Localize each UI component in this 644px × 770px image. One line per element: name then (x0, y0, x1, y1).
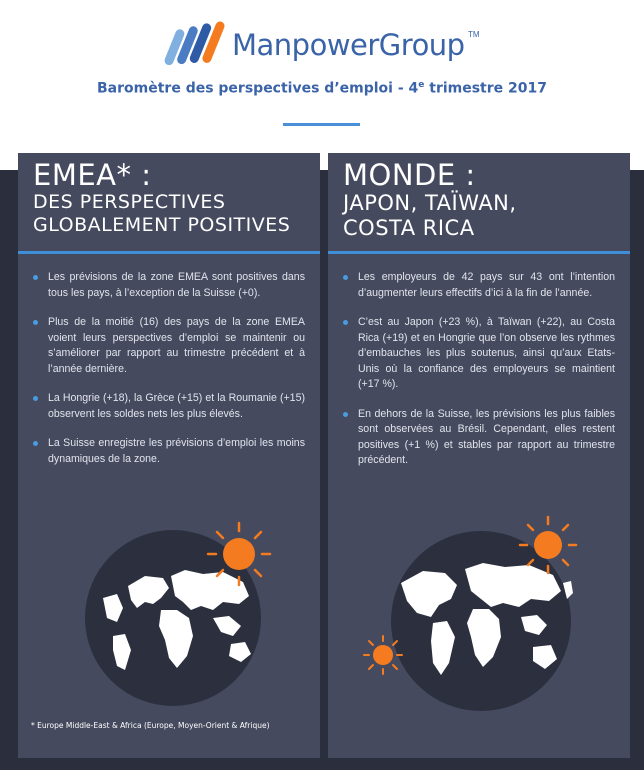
emea-footnote: * Europe Middle-East & Africa (Europe, Moyen-Orient & Afrique) (31, 721, 270, 730)
list-item: Plus de la moitié (16) des pays de la zone EMEA voient leurs perspectives d’emploi se maintenir ou s’améliorer par rapport au trimestre précédent et à l’année dernière. (33, 315, 305, 377)
sun-icon (363, 635, 403, 675)
sun-icon (518, 515, 578, 575)
emea-title-divider (18, 251, 320, 254)
monde-title-line1: MONDE : (343, 158, 476, 192)
trademark: TM (468, 30, 480, 39)
monde-title (343, 159, 628, 241)
monde-panel (328, 153, 630, 758)
monde-title-line2: JAPON, TAÏWAN, (343, 191, 517, 215)
page-subtitle (0, 80, 644, 97)
emea-bullet-list (33, 270, 305, 481)
emea-title-line3: GLOBALEMENT POSITIVES (33, 214, 291, 236)
subtitle-main: Baromètre des perspectives d’emploi - 4 (97, 80, 419, 97)
subtitle-sup: e (418, 80, 425, 90)
monde-bullet-list (343, 270, 615, 483)
list-item: En dehors de la Suisse, les prévisions les plus faibles sont observées au Brésil. Cependant, elles restent positives (+1 %) et stables par rapport au trimestre précédent. (343, 407, 615, 469)
brand-name: ManpowerGroup (232, 28, 465, 62)
sun-icon (206, 521, 272, 587)
emea-title-line2: DES PERSPECTIVES (33, 191, 226, 213)
list-item: Les employeurs de 42 pays sur 43 ont l’intention d’augmenter leurs effectifs d’ici à la fin de l’année. (343, 270, 615, 301)
monde-title-divider (328, 251, 630, 254)
list-item: Les prévisions de la zone EMEA sont positives dans tous les pays, à l’exception de la Suisse (+0). (33, 270, 305, 301)
header (0, 0, 644, 150)
list-item: C’est au Japon (+23 %), à Taïwan (+22), au Costa Rica (+19) et en Hongrie que l’on observe les rythmes d’embauches les plus soutenus, ainsi qu’aux Etats-Unis où la confiance des employeurs se maintient (+17 %). (343, 315, 615, 393)
subtitle-end: trimestre 2017 (424, 80, 547, 97)
emea-title-line1: EMEA* : (33, 158, 152, 192)
emea-panel (18, 153, 320, 758)
monde-title-line3: COSTA RICA (343, 216, 475, 240)
list-item: La Suisse enregistre les prévisions d’emploi les moins dynamiques de la zone. (33, 436, 305, 467)
emea-title (33, 159, 318, 237)
list-item: La Hongrie (+18), la Grèce (+15) et la Roumanie (+15) observent les soldes nets les plus élevés. (33, 391, 305, 422)
header-divider (283, 123, 360, 126)
